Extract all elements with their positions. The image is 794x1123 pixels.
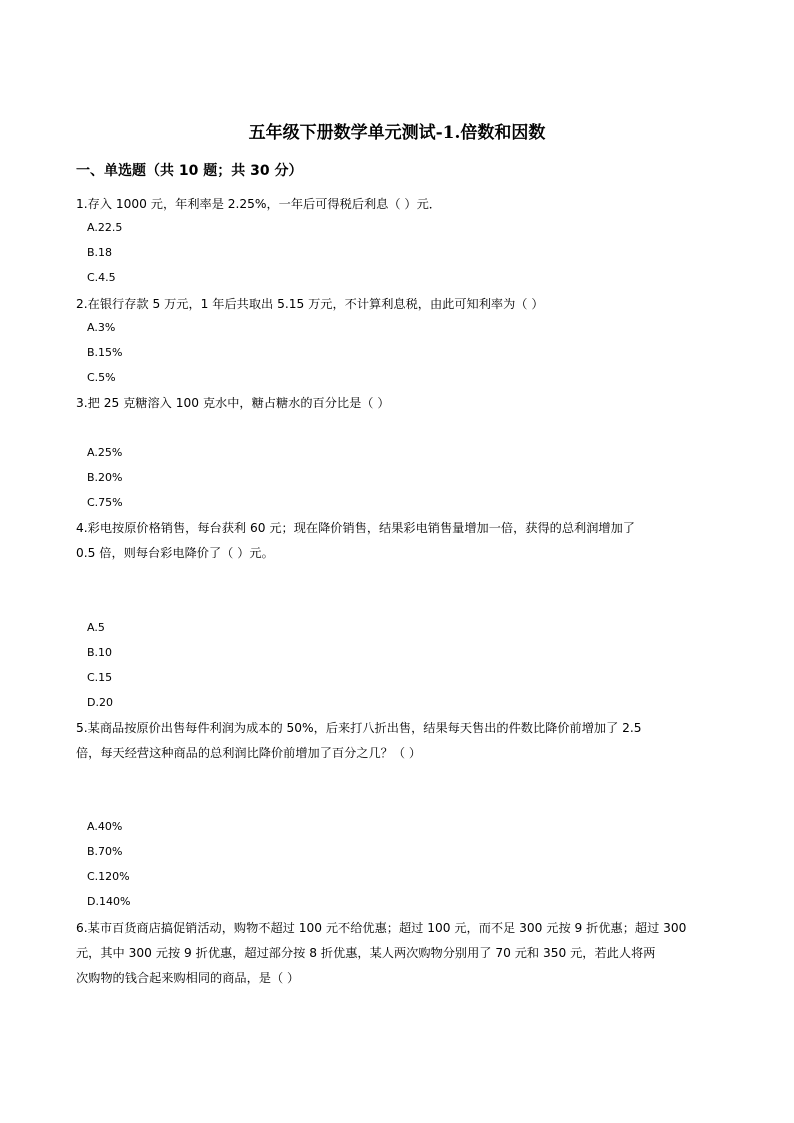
- question-5: [76, 716, 716, 766]
- question-3-option-b: B.20%: [87, 471, 123, 484]
- question-1-option-c: C.4.5: [87, 271, 116, 284]
- page-title: 五年级下册数学单元测试-1.倍数和因数: [248, 123, 546, 143]
- question-5-option-b: B.70%: [87, 845, 123, 858]
- question-2-option-c: C.5%: [87, 371, 116, 384]
- question-3-text: 3.把 25 克糖溶入 100 克水中，糖占糖水的百分比是（ ）: [76, 396, 390, 410]
- question-4-line-2: 0.5 倍，则每台彩电降价了（ ）元。: [76, 546, 274, 560]
- question-2: [76, 292, 716, 317]
- question-6-line-3: 次购物的钱合起来购相同的商品，是（ ）: [76, 971, 300, 985]
- question-3: [76, 391, 716, 416]
- question-5-option-c: C.120%: [87, 870, 130, 883]
- question-4-option-d: D.20: [87, 696, 113, 709]
- question-2-text: 2.在银行存款 5 万元，1 年后共取出 5.15 万元，不计算利息税，由此可知利率为（ ）: [76, 297, 544, 311]
- question-1-option-b: B.18: [87, 246, 113, 259]
- question-5-line-1: 5.某商品按原价出售每件利润为成本的 50%，后来打八折出售，结果每天售出的件数比降价前增加了 2.5: [76, 721, 642, 735]
- question-4-line-1: 4.彩电按原价格销售，每台获利 60 元；现在降价销售，结果彩电销售量增加一倍，获得的总利润增加了: [76, 521, 635, 535]
- question-1-text: 1.存入 1000 元，年利率是 2.25%，一年后可得税后利息（ ）元．: [76, 197, 441, 211]
- question-3-option-a: A.25%: [87, 446, 123, 459]
- question-1: [76, 192, 716, 217]
- question-6-line-2: 元，其中 300 元按 9 折优惠，超过部分按 8 折优惠，某人两次购物分别用了 70 元和 350 元，若此人将两: [76, 946, 656, 960]
- question-2-option-a: A.3%: [87, 321, 116, 334]
- question-4-option-a: A.5: [87, 621, 105, 634]
- question-6: [76, 916, 716, 991]
- question-6-line-1: 6.某市百货商店搞促销活动，购物不超过 100 元不给优惠；超过 100 元，而不足 300 元按 9 折优惠；超过 300: [76, 921, 687, 935]
- question-3-option-c: C.75%: [87, 496, 123, 509]
- question-5-line-2: 倍，每天经营这种商品的总利润比降价前增加了百分之几？（ ）: [76, 746, 422, 760]
- question-5-option-d: D.140%: [87, 895, 131, 908]
- question-5-option-a: A.40%: [87, 820, 123, 833]
- question-1-option-a: A.22.5: [87, 221, 123, 234]
- question-2-option-b: B.15%: [87, 346, 123, 359]
- question-4: [76, 516, 716, 566]
- question-4-option-c: C.15: [87, 671, 113, 684]
- section-heading: 一、单选题（共 10 题；共 30 分）: [76, 163, 303, 179]
- question-4-option-b: B.10: [87, 646, 113, 659]
